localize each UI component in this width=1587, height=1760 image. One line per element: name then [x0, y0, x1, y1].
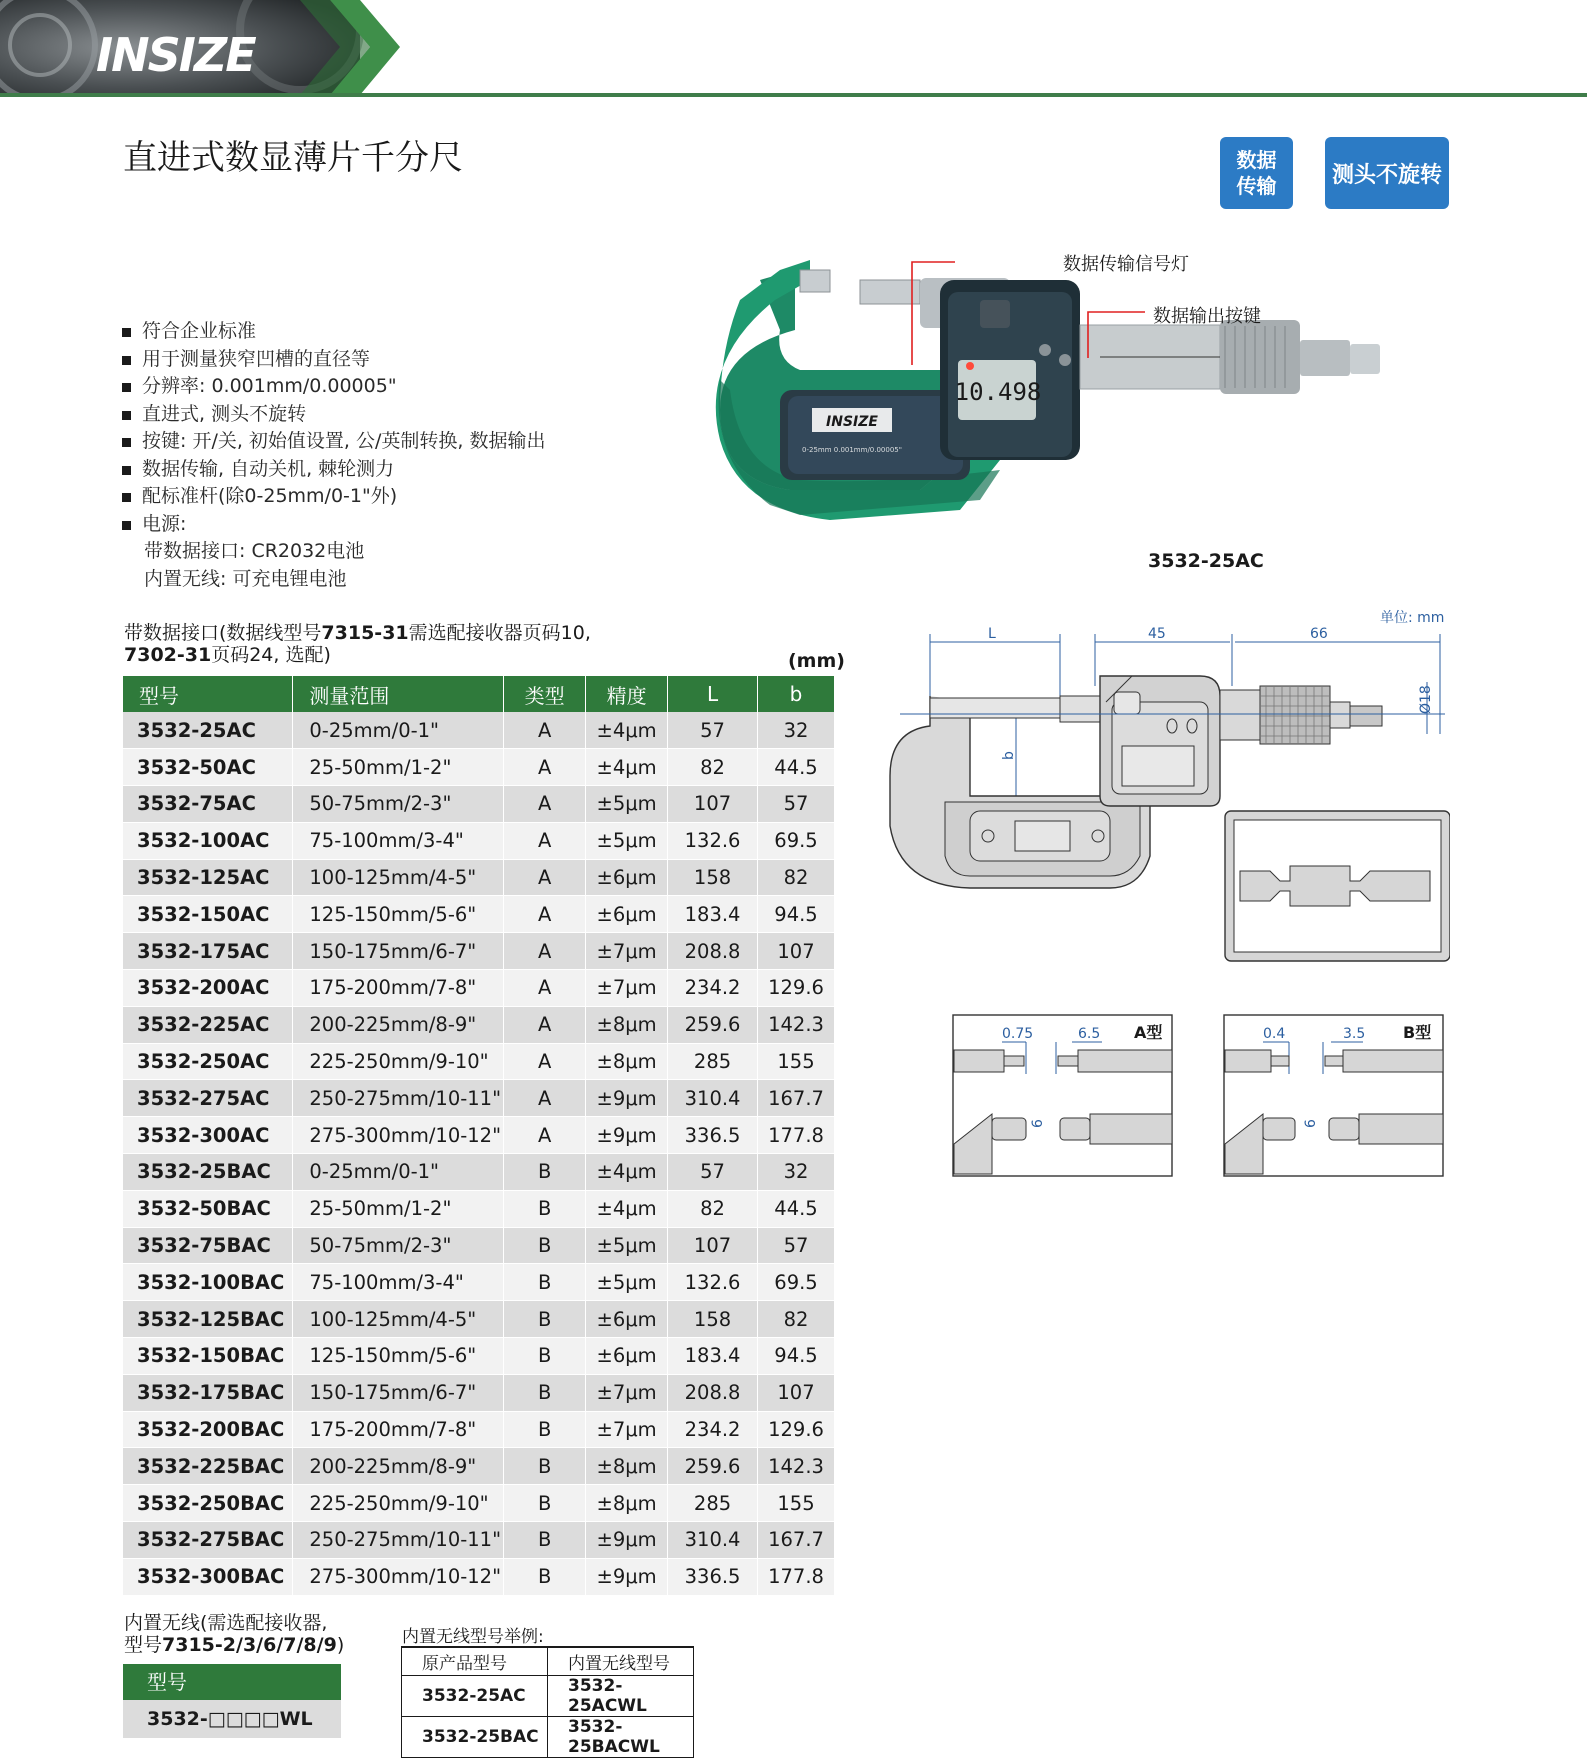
cell-accuracy: ±5μm [586, 1227, 668, 1264]
technical-drawing [870, 606, 1450, 964]
col-header-L: L [668, 676, 758, 712]
cell-L: 336.5 [668, 1117, 758, 1154]
example-header-original: 原产品型号 [402, 1647, 548, 1675]
feature-list [122, 318, 545, 593]
cell-b: 32 [758, 712, 835, 749]
cell-range: 75-100mm/3-4" [293, 822, 504, 859]
example-row [402, 1716, 694, 1757]
dim-diameter: Ø18 [1418, 685, 1434, 714]
cell-b: 94.5 [758, 896, 835, 933]
cell-type: B [504, 1154, 586, 1191]
dim-b: b [1001, 751, 1017, 760]
photo-logo: INSIZE [826, 414, 878, 430]
cell-model: 3532-75AC [123, 786, 293, 823]
feature-item: 电源: [122, 511, 545, 539]
cell-model: 3532-50AC [123, 749, 293, 786]
dim-45: 45 [1148, 626, 1166, 642]
cell-accuracy: ±6μm [586, 859, 668, 896]
cell-L: 82 [668, 1190, 758, 1227]
cell-b: 82 [758, 1301, 835, 1338]
cell-L: 310.4 [668, 1080, 758, 1117]
cell-b: 129.6 [758, 970, 835, 1007]
cell-accuracy: ±7μm [586, 970, 668, 1007]
table-title-middle: 需选配接收器页码10, [408, 622, 591, 644]
cell-b: 177.8 [758, 1117, 835, 1154]
callout-signal-light: 数据传输信号灯 [1063, 254, 1189, 275]
drawing-unit: 单位: mm [1380, 610, 1445, 626]
cell-type: B [504, 1190, 586, 1227]
cell-accuracy: ±5μm [586, 1264, 668, 1301]
cell-L: 259.6 [668, 1006, 758, 1043]
cell-model: 3532-200BAC [123, 1411, 293, 1448]
cell-type: A [504, 933, 586, 970]
table-row [123, 859, 835, 896]
feature-item: 数据传输, 自动关机, 棘轮测力 [122, 456, 545, 484]
table-title-prefix: 带数据接口(数据线型号 [124, 622, 322, 644]
brand-logo: INSIZE [96, 28, 255, 82]
cell-range: 225-250mm/9-10" [293, 1043, 504, 1080]
table-row [123, 1411, 835, 1448]
cell-model: 3532-150AC [123, 896, 293, 933]
example-wireless: 3532-25ACWL [548, 1675, 694, 1716]
cell-model: 3532-300AC [123, 1117, 293, 1154]
cell-type: B [504, 1338, 586, 1375]
cell-b: 69.5 [758, 822, 835, 859]
cell-accuracy: ±7μm [586, 933, 668, 970]
cell-model: 3532-25BAC [123, 1154, 293, 1191]
cell-range: 150-175mm/6-7" [293, 1374, 504, 1411]
cell-range: 175-200mm/7-8" [293, 970, 504, 1007]
cell-model: 3532-125BAC [123, 1301, 293, 1338]
col-header-model: 型号 [123, 676, 293, 712]
product-photo [680, 240, 1400, 570]
table-row [123, 786, 835, 823]
cell-L: 158 [668, 1301, 758, 1338]
cell-model: 3532-250AC [123, 1043, 293, 1080]
wireless-model-pattern: 3532-□□□□WL [123, 1700, 341, 1738]
cell-range: 125-150mm/5-6" [293, 1338, 504, 1375]
table-row [123, 896, 835, 933]
type-a-dim-3: 6 [1030, 1119, 1046, 1128]
table-row [123, 1558, 835, 1595]
table-row [123, 712, 835, 749]
feature-item: 分辨率: 0.001mm/0.00005" [122, 373, 545, 401]
wireless-title [124, 1612, 344, 1656]
type-b-dim-1: 0.4 [1263, 1026, 1286, 1042]
data-transfer-badge [1220, 137, 1293, 209]
cell-range: 200-225mm/8-9" [293, 1448, 504, 1485]
feature-item: 配标准杆(除0-25mm/0-1"外) [122, 483, 545, 511]
table-row [123, 1117, 835, 1154]
cell-type: B [504, 1485, 586, 1522]
cell-type: B [504, 1227, 586, 1264]
table-title-cable: 7315-31 [321, 622, 409, 644]
table-title [124, 622, 591, 666]
cell-type: A [504, 786, 586, 823]
type-a-label: A型 [1134, 1023, 1163, 1042]
header-band [0, 0, 1587, 98]
cell-type: B [504, 1301, 586, 1338]
cell-b: 142.3 [758, 1448, 835, 1485]
cell-model: 3532-175BAC [123, 1374, 293, 1411]
wireless-title-suffix: ) [336, 1634, 345, 1656]
frame-label-plate [802, 408, 902, 454]
table-row [123, 1154, 835, 1191]
table-header-row [123, 676, 835, 712]
feature-item: 直进式, 测头不旋转 [122, 401, 545, 429]
cell-range: 0-25mm/0-1" [293, 712, 504, 749]
cell-L: 285 [668, 1485, 758, 1522]
col-header-accuracy: 精度 [586, 676, 668, 712]
example-original: 3532-25AC [402, 1675, 548, 1716]
table-row [123, 1190, 835, 1227]
type-b-dim-3: 6 [1303, 1119, 1319, 1128]
example-header-row [402, 1647, 694, 1675]
cell-L: 158 [668, 859, 758, 896]
cell-accuracy: ±4μm [586, 1190, 668, 1227]
cell-accuracy: ±5μm [586, 786, 668, 823]
cell-L: 107 [668, 786, 758, 823]
wireless-title-models: 7315-2/3/6/7/8/9 [162, 1634, 337, 1656]
wireless-title-prefix: 型号 [124, 1634, 163, 1656]
example-wireless: 3532-25BACWL [548, 1716, 694, 1757]
cell-accuracy: ±6μm [586, 1301, 668, 1338]
cell-range: 250-275mm/10-11" [293, 1080, 504, 1117]
cell-type: A [504, 1043, 586, 1080]
cell-model: 3532-50BAC [123, 1190, 293, 1227]
cell-b: 142.3 [758, 1006, 835, 1043]
photo-frame-text: 0-25mm 0.001mm/0.00005" [802, 446, 902, 454]
unit-label: (mm) [788, 650, 845, 672]
power-wired: 带数据接口: CR2032电池 [144, 540, 365, 562]
cell-L: 310.4 [668, 1522, 758, 1559]
table-row [123, 970, 835, 1007]
table-row [123, 1006, 835, 1043]
cell-b: 44.5 [758, 749, 835, 786]
cell-type: A [504, 1006, 586, 1043]
cell-b: 57 [758, 1227, 835, 1264]
cell-model: 3532-125AC [123, 859, 293, 896]
cell-accuracy: ±9μm [586, 1117, 668, 1154]
cell-b: 167.7 [758, 1080, 835, 1117]
cell-range: 100-125mm/4-5" [293, 859, 504, 896]
cell-type: B [504, 1558, 586, 1595]
cell-accuracy: ±5μm [586, 822, 668, 859]
cell-model: 3532-275AC [123, 1080, 293, 1117]
type-a-dim-2: 6.5 [1078, 1026, 1101, 1042]
cell-type: A [504, 822, 586, 859]
example-row [402, 1675, 694, 1716]
cell-range: 25-50mm/1-2" [293, 749, 504, 786]
cell-b: 155 [758, 1043, 835, 1080]
table-row [123, 1522, 835, 1559]
cell-L: 132.6 [668, 1264, 758, 1301]
cell-range: 100-125mm/4-5" [293, 1301, 504, 1338]
table-row [123, 1301, 835, 1338]
cell-model: 3532-250BAC [123, 1485, 293, 1522]
cell-accuracy: ±7μm [586, 1374, 668, 1411]
type-b-dim-2: 3.5 [1343, 1026, 1366, 1042]
signal-led-icon [966, 362, 974, 370]
cell-range: 150-175mm/6-7" [293, 933, 504, 970]
cell-range: 275-300mm/10-12" [293, 1558, 504, 1595]
type-b-label: B型 [1403, 1023, 1432, 1042]
cell-model: 3532-225AC [123, 1006, 293, 1043]
cell-model: 3532-100BAC [123, 1264, 293, 1301]
cell-accuracy: ±4μm [586, 749, 668, 786]
table-row [123, 1264, 835, 1301]
cell-model: 3532-75BAC [123, 1227, 293, 1264]
dim-L: L [988, 626, 996, 642]
cell-range: 275-300mm/10-12" [293, 1117, 504, 1154]
feature-item: 用于测量狭窄凹槽的直径等 [122, 346, 545, 374]
badge-line-1: 数据 [1236, 148, 1277, 172]
cell-accuracy: ±6μm [586, 896, 668, 933]
cell-type: B [504, 1448, 586, 1485]
cell-b: 94.5 [758, 1338, 835, 1375]
feature-item: 按键: 开/关, 初始值设置, 公/英制转换, 数据输出 [122, 428, 545, 456]
cell-model: 3532-300BAC [123, 1558, 293, 1595]
cell-model: 3532-25AC [123, 712, 293, 749]
cell-type: A [504, 1117, 586, 1154]
table-row [123, 822, 835, 859]
table-row [123, 1043, 835, 1080]
page-title: 直进式数显薄片千分尺 [123, 138, 463, 178]
cell-L: 259.6 [668, 1448, 758, 1485]
cell-type: B [504, 1522, 586, 1559]
cell-type: A [504, 859, 586, 896]
cell-range: 50-75mm/2-3" [293, 1227, 504, 1264]
cell-accuracy: ±8μm [586, 1448, 668, 1485]
cell-model: 3532-200AC [123, 970, 293, 1007]
cell-type: B [504, 1374, 586, 1411]
table-row [123, 1485, 835, 1522]
cell-range: 50-75mm/2-3" [293, 786, 504, 823]
cell-range: 0-25mm/0-1" [293, 1154, 504, 1191]
type-a-detail [952, 1014, 1174, 1178]
cell-model: 3532-275BAC [123, 1522, 293, 1559]
cell-model: 3532-175AC [123, 933, 293, 970]
table-row [123, 1338, 835, 1375]
cell-L: 57 [668, 1154, 758, 1191]
cell-b: 155 [758, 1485, 835, 1522]
power-wireless: 内置无线: 可充电锂电池 [144, 567, 347, 590]
cell-range: 175-200mm/7-8" [293, 1411, 504, 1448]
wireless-title-line1: 内置无线(需选配接收器, [124, 1612, 328, 1634]
cell-L: 234.2 [668, 970, 758, 1007]
cell-L: 82 [668, 749, 758, 786]
cell-model: 3532-150BAC [123, 1338, 293, 1375]
spec-table [123, 676, 835, 1596]
table-row [123, 1227, 835, 1264]
header-divider [0, 93, 1587, 97]
col-header-range: 测量范围 [293, 676, 504, 712]
cell-b: 32 [758, 1154, 835, 1191]
cell-L: 336.5 [668, 1558, 758, 1595]
table-row [123, 1080, 835, 1117]
cell-b: 107 [758, 1374, 835, 1411]
cell-b: 44.5 [758, 1190, 835, 1227]
example-title: 内置无线型号举例: [402, 1627, 544, 1647]
cell-type: A [504, 896, 586, 933]
cell-b: 82 [758, 859, 835, 896]
cell-range: 225-250mm/9-10" [293, 1485, 504, 1522]
cell-range: 125-150mm/5-6" [293, 896, 504, 933]
col-header-b: b [758, 676, 835, 712]
table-row [123, 1374, 835, 1411]
cell-model: 3532-225BAC [123, 1448, 293, 1485]
dim-66: 66 [1310, 626, 1328, 642]
cell-type: B [504, 1411, 586, 1448]
cell-L: 132.6 [668, 822, 758, 859]
cell-L: 183.4 [668, 1338, 758, 1375]
table-row [123, 1448, 835, 1485]
badge-line-2: 传输 [1236, 174, 1277, 198]
type-a-dim-1: 0.75 [1002, 1026, 1034, 1042]
cell-b: 177.8 [758, 1558, 835, 1595]
callout-output-button: 数据输出按键 [1153, 306, 1261, 327]
cell-type: A [504, 712, 586, 749]
cell-accuracy: ±9μm [586, 1558, 668, 1595]
type-b-detail [1223, 1014, 1445, 1178]
photo-caption: 3532-25AC [1148, 550, 1264, 572]
lcd-reading: 10.498 [954, 378, 1042, 406]
cell-L: 183.4 [668, 896, 758, 933]
cell-b: 69.5 [758, 1264, 835, 1301]
cell-L: 234.2 [668, 1411, 758, 1448]
non-rotating-spindle-badge: 测头不旋转 [1325, 137, 1449, 209]
cell-accuracy: ±4μm [586, 712, 668, 749]
feature-item: 符合企业标准 [122, 318, 545, 346]
cell-L: 208.8 [668, 1374, 758, 1411]
cell-accuracy: ±8μm [586, 1043, 668, 1080]
cell-model: 3532-100AC [123, 822, 293, 859]
cell-accuracy: ±8μm [586, 1485, 668, 1522]
cell-accuracy: ±9μm [586, 1522, 668, 1559]
cell-L: 208.8 [668, 933, 758, 970]
cell-type: B [504, 1264, 586, 1301]
cell-type: A [504, 1080, 586, 1117]
table-title-suffix: 页码24, 选配) [211, 644, 331, 666]
cell-accuracy: ±6μm [586, 1338, 668, 1375]
example-header-wireless: 内置无线型号 [548, 1647, 694, 1675]
cell-range: 25-50mm/1-2" [293, 1190, 504, 1227]
cell-b: 57 [758, 786, 835, 823]
cell-L: 57 [668, 712, 758, 749]
cell-accuracy: ±9μm [586, 1080, 668, 1117]
cell-b: 167.7 [758, 1522, 835, 1559]
cell-accuracy: ±4μm [586, 1154, 668, 1191]
col-header-type: 类型 [504, 676, 586, 712]
example-table [401, 1646, 694, 1758]
table-row [123, 749, 835, 786]
cell-b: 129.6 [758, 1411, 835, 1448]
cell-range: 200-225mm/8-9" [293, 1006, 504, 1043]
cell-accuracy: ±7μm [586, 1411, 668, 1448]
example-original: 3532-25BAC [402, 1716, 548, 1757]
table-row [123, 933, 835, 970]
cell-range: 250-275mm/10-11" [293, 1522, 504, 1559]
cell-b: 107 [758, 933, 835, 970]
cell-L: 107 [668, 1227, 758, 1264]
table-title-receiver: 7302-31 [124, 644, 212, 666]
cell-type: A [504, 749, 586, 786]
cell-range: 75-100mm/3-4" [293, 1264, 504, 1301]
wireless-model-header: 型号 [123, 1664, 341, 1700]
cell-type: A [504, 970, 586, 1007]
cell-accuracy: ±8μm [586, 1006, 668, 1043]
cell-L: 285 [668, 1043, 758, 1080]
